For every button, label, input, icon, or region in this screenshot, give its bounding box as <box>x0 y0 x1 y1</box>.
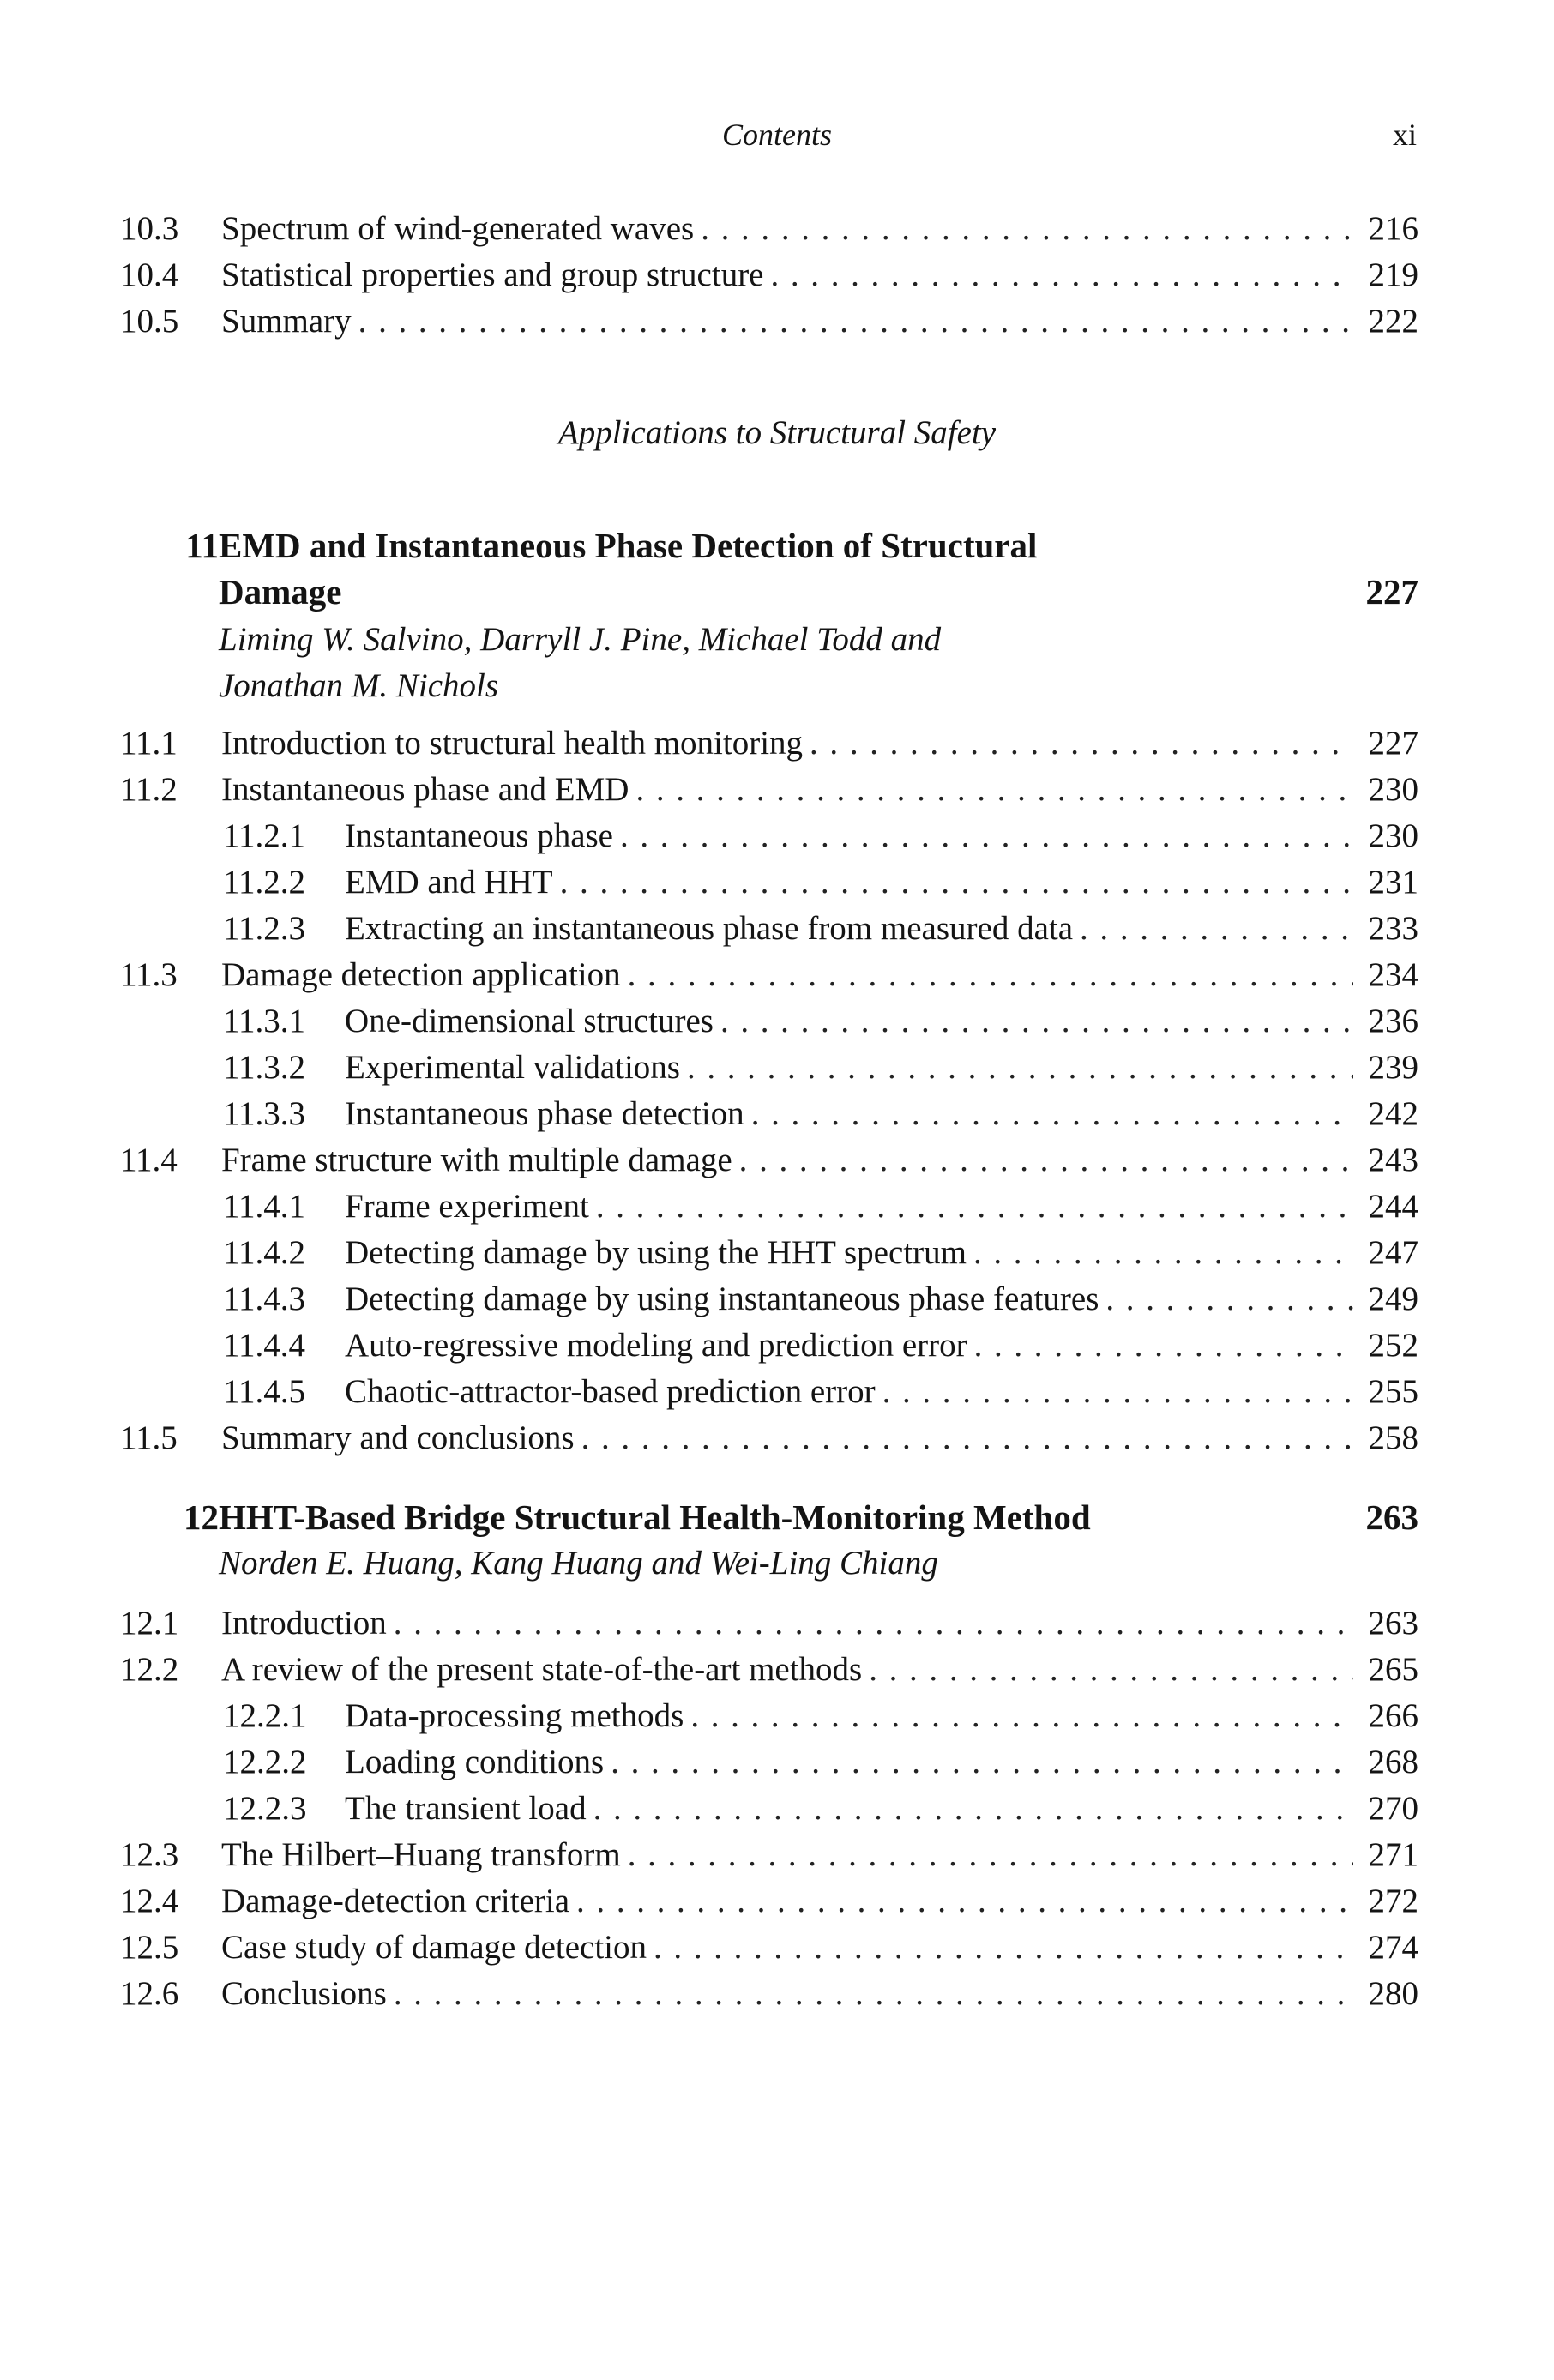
section-number: 12.2 <box>120 1651 179 1688</box>
dot-leader <box>581 1415 1353 1461</box>
section-page: 280 <box>1368 1975 1418 2012</box>
subsection-number: 11.2.2 <box>223 864 306 901</box>
toc-entry-12-2[interactable] <box>120 1647 1418 1693</box>
chapter-authors <box>219 617 1231 709</box>
subsection-page: 230 <box>1368 817 1418 854</box>
dot-leader <box>771 252 1354 298</box>
section-title: The Hilbert–Huang transform <box>221 1836 621 1873</box>
subsection-title: Auto-regressive modeling and prediction error <box>345 1327 967 1364</box>
subsection-title: Loading conditions <box>345 1744 605 1780</box>
toc-entry-11-2[interactable] <box>120 767 1418 813</box>
section-page: 265 <box>1368 1651 1418 1688</box>
dot-leader <box>628 952 1353 998</box>
subsection-title: Extracting an instantaneous phase from measured data <box>345 910 1074 947</box>
toc-entry-11-2-1[interactable] <box>120 813 1418 859</box>
dot-leader <box>974 1323 1353 1369</box>
section-number: 11.1 <box>120 725 178 762</box>
dot-leader <box>810 720 1353 767</box>
dot-leader <box>869 1647 1353 1693</box>
section-title: Conclusions <box>221 1975 387 2012</box>
chapter-title-line: HHT-Based Bridge Structural Health-Monitoring Method <box>219 1497 1091 1537</box>
subsection-number: 12.2.2 <box>223 1744 307 1780</box>
subsection-page: 252 <box>1368 1327 1418 1364</box>
subsection-page: 244 <box>1368 1188 1418 1225</box>
section-number: 12.4 <box>120 1883 179 1919</box>
section-title: Case study of damage detection <box>221 1929 648 1966</box>
toc-entry-11-1[interactable] <box>120 720 1418 767</box>
chapter-title <box>219 522 1231 615</box>
section-title: Introduction to structural health monitoring <box>221 725 804 762</box>
dot-leader <box>720 998 1353 1045</box>
dot-leader <box>593 1786 1353 1832</box>
toc-entry-11-3[interactable] <box>120 952 1418 998</box>
toc-entry-10-5[interactable] <box>120 298 1418 345</box>
toc-entry-11-3-1[interactable] <box>120 998 1418 1045</box>
dot-leader <box>973 1230 1353 1276</box>
section-page: 272 <box>1368 1883 1418 1919</box>
toc-entry-11-4-5[interactable] <box>120 1369 1418 1415</box>
chapter-title <box>219 1494 1231 1540</box>
dot-leader <box>358 298 1353 345</box>
subsection-title: Data-processing methods <box>345 1697 684 1734</box>
section-page: 230 <box>1368 771 1418 808</box>
toc-entry-11-5[interactable] <box>120 1415 1418 1461</box>
section-page: 216 <box>1368 210 1418 247</box>
subsection-number: 11.4.4 <box>223 1327 306 1364</box>
toc-entry-11-4-4[interactable] <box>120 1323 1418 1369</box>
chapter-title-line: EMD and Instantaneous Phase Detection of Structural <box>219 526 1038 565</box>
section-number: 10.5 <box>120 303 179 340</box>
toc-entry-11-4[interactable] <box>120 1137 1418 1184</box>
subsection-page: 255 <box>1368 1373 1418 1410</box>
subsection-page: 239 <box>1368 1049 1418 1086</box>
chapter-authors <box>219 1540 1231 1587</box>
author-line: Liming W. Salvino, Darryll J. Pine, Michael Todd and <box>219 621 942 658</box>
subsection-title: Chaotic-attractor-based prediction error <box>345 1373 876 1410</box>
section-number: 12.6 <box>120 1975 179 2012</box>
section-page: 271 <box>1368 1836 1418 1873</box>
subsection-title: Frame experiment <box>345 1188 589 1225</box>
toc-entry-11-3-3[interactable] <box>120 1091 1418 1137</box>
section-title: Summary <box>221 303 352 340</box>
section-title: Summary and conclusions <box>221 1419 575 1456</box>
subsection-number: 12.2.1 <box>223 1697 307 1734</box>
section-page: 234 <box>1368 956 1418 993</box>
dot-leader <box>596 1184 1353 1230</box>
section-title: Damage-detection criteria <box>221 1883 570 1919</box>
section-number: 12.3 <box>120 1836 179 1873</box>
author-line: Jonathan M. Nichols <box>219 667 499 704</box>
dot-leader <box>620 813 1353 859</box>
subsection-number: 11.3.1 <box>223 1003 306 1039</box>
subsection-number: 11.4.5 <box>223 1373 306 1410</box>
subsection-number: 11.4.1 <box>223 1188 306 1225</box>
toc-entry-12-1[interactable] <box>120 1600 1418 1647</box>
subsection-title: EMD and HHT <box>345 864 553 901</box>
dot-leader <box>690 1693 1353 1739</box>
chapter-number: 12 <box>184 1497 219 1537</box>
dot-leader <box>687 1045 1353 1091</box>
section-number: 12.1 <box>120 1605 179 1642</box>
section-title: A review of the present state-of-the-art methods <box>221 1651 863 1688</box>
section-number: 11.3 <box>120 956 178 993</box>
section-number: 10.4 <box>120 256 179 293</box>
subsection-page: 231 <box>1368 864 1418 901</box>
subsection-title: Detecting damage by using the HHT spectrum <box>345 1234 967 1271</box>
dot-leader <box>654 1925 1353 1971</box>
subsection-page: 242 <box>1368 1095 1418 1132</box>
subsection-page: 233 <box>1368 910 1418 947</box>
dot-leader <box>628 1832 1353 1878</box>
section-page: 222 <box>1368 303 1418 340</box>
subsection-page: 249 <box>1368 1280 1418 1317</box>
dot-leader <box>611 1739 1353 1786</box>
chapter-page: 227 <box>1365 572 1418 612</box>
toc-entry-12-6[interactable] <box>120 1971 1418 2017</box>
toc-entry-12-5[interactable] <box>120 1925 1418 1971</box>
section-number: 10.3 <box>120 210 179 247</box>
toc-entry-11-2-3[interactable] <box>120 906 1418 952</box>
author-line: Norden E. Huang, Kang Huang and Wei-Ling Chiang <box>219 1545 938 1582</box>
toc-entry-12-4[interactable] <box>120 1878 1418 1925</box>
toc-entry-11-4-1[interactable] <box>120 1184 1418 1230</box>
chapter-number: 11 <box>185 526 219 565</box>
dot-leader <box>576 1878 1353 1925</box>
section-title: Damage detection application <box>221 956 621 993</box>
subsection-page: 270 <box>1368 1790 1418 1827</box>
section-page: 258 <box>1368 1419 1418 1456</box>
toc-entry-11-2-2[interactable] <box>120 859 1418 906</box>
subsection-page: 268 <box>1368 1744 1418 1780</box>
subsection-title: Experimental validations <box>345 1049 680 1086</box>
section-number: 11.4 <box>120 1142 178 1178</box>
toc-entry-12-2-2[interactable] <box>120 1739 1418 1786</box>
section-number: 12.5 <box>120 1929 179 1966</box>
subsection-title: The transient load <box>345 1790 587 1827</box>
chapter-title-line: Damage <box>219 572 342 612</box>
chapter-11-heading[interactable] <box>120 522 1418 711</box>
subsection-number: 11.4.3 <box>223 1280 306 1317</box>
toc-entry-10-3[interactable] <box>120 206 1418 252</box>
section-number: 11.2 <box>120 771 178 808</box>
dot-leader <box>560 859 1353 906</box>
dot-leader <box>635 767 1353 813</box>
toc-entry-11-4-2[interactable] <box>120 1230 1418 1276</box>
subsection-title: Instantaneous phase detection <box>345 1095 744 1132</box>
toc-entry-12-3[interactable] <box>120 1832 1418 1878</box>
chapter-page: 263 <box>1365 1497 1418 1537</box>
toc-entry-11-4-3[interactable] <box>120 1276 1418 1323</box>
section-title: Statistical properties and group structure <box>221 256 764 293</box>
subsection-number: 11.4.2 <box>223 1234 306 1271</box>
section-title: Spectrum of wind-generated waves <box>221 210 695 247</box>
chapter-12-heading[interactable] <box>120 1494 1418 1588</box>
section-title: Instantaneous phase and EMD <box>221 771 629 808</box>
section-title: Introduction <box>221 1605 387 1642</box>
dot-leader <box>1080 906 1353 952</box>
dot-leader <box>882 1369 1353 1415</box>
subsection-number: 11.2.1 <box>223 817 306 854</box>
running-head <box>0 113 1554 156</box>
running-title: Contents <box>721 117 832 152</box>
subsection-title: Instantaneous phase <box>345 817 613 854</box>
section-title: Frame structure with multiple damage <box>221 1142 732 1178</box>
section-page: 274 <box>1368 1929 1418 1966</box>
subsection-page: 236 <box>1368 1003 1418 1039</box>
subsection-page: 247 <box>1368 1234 1418 1271</box>
subsection-number: 11.3.3 <box>223 1095 306 1132</box>
section-number: 11.5 <box>120 1419 178 1456</box>
section-page: 219 <box>1368 256 1418 293</box>
dot-leader <box>394 1971 1353 2017</box>
toc-entry-12-2-1[interactable] <box>120 1693 1418 1739</box>
toc-entry-10-4[interactable] <box>120 252 1418 298</box>
dot-leader <box>1105 1276 1353 1323</box>
dot-leader <box>701 206 1353 252</box>
toc-entry-11-3-2[interactable] <box>120 1045 1418 1091</box>
subsection-number: 11.2.3 <box>223 910 306 947</box>
page-number: xi <box>1392 117 1417 152</box>
dot-leader <box>751 1091 1353 1137</box>
dot-leader <box>739 1137 1353 1184</box>
section-page: 263 <box>1368 1605 1418 1642</box>
subsection-number: 11.3.2 <box>223 1049 306 1086</box>
subsection-page: 266 <box>1368 1697 1418 1734</box>
part-heading: Applications to Structural Safety <box>557 414 997 451</box>
subsection-number: 12.2.3 <box>223 1790 307 1827</box>
section-page: 227 <box>1368 725 1418 762</box>
toc-entry-12-2-3[interactable] <box>120 1786 1418 1832</box>
section-page: 243 <box>1368 1142 1418 1178</box>
dot-leader <box>394 1600 1353 1647</box>
subsection-title: Detecting damage by using instantaneous phase features <box>345 1280 1099 1317</box>
subsection-title: One-dimensional structures <box>345 1003 714 1039</box>
